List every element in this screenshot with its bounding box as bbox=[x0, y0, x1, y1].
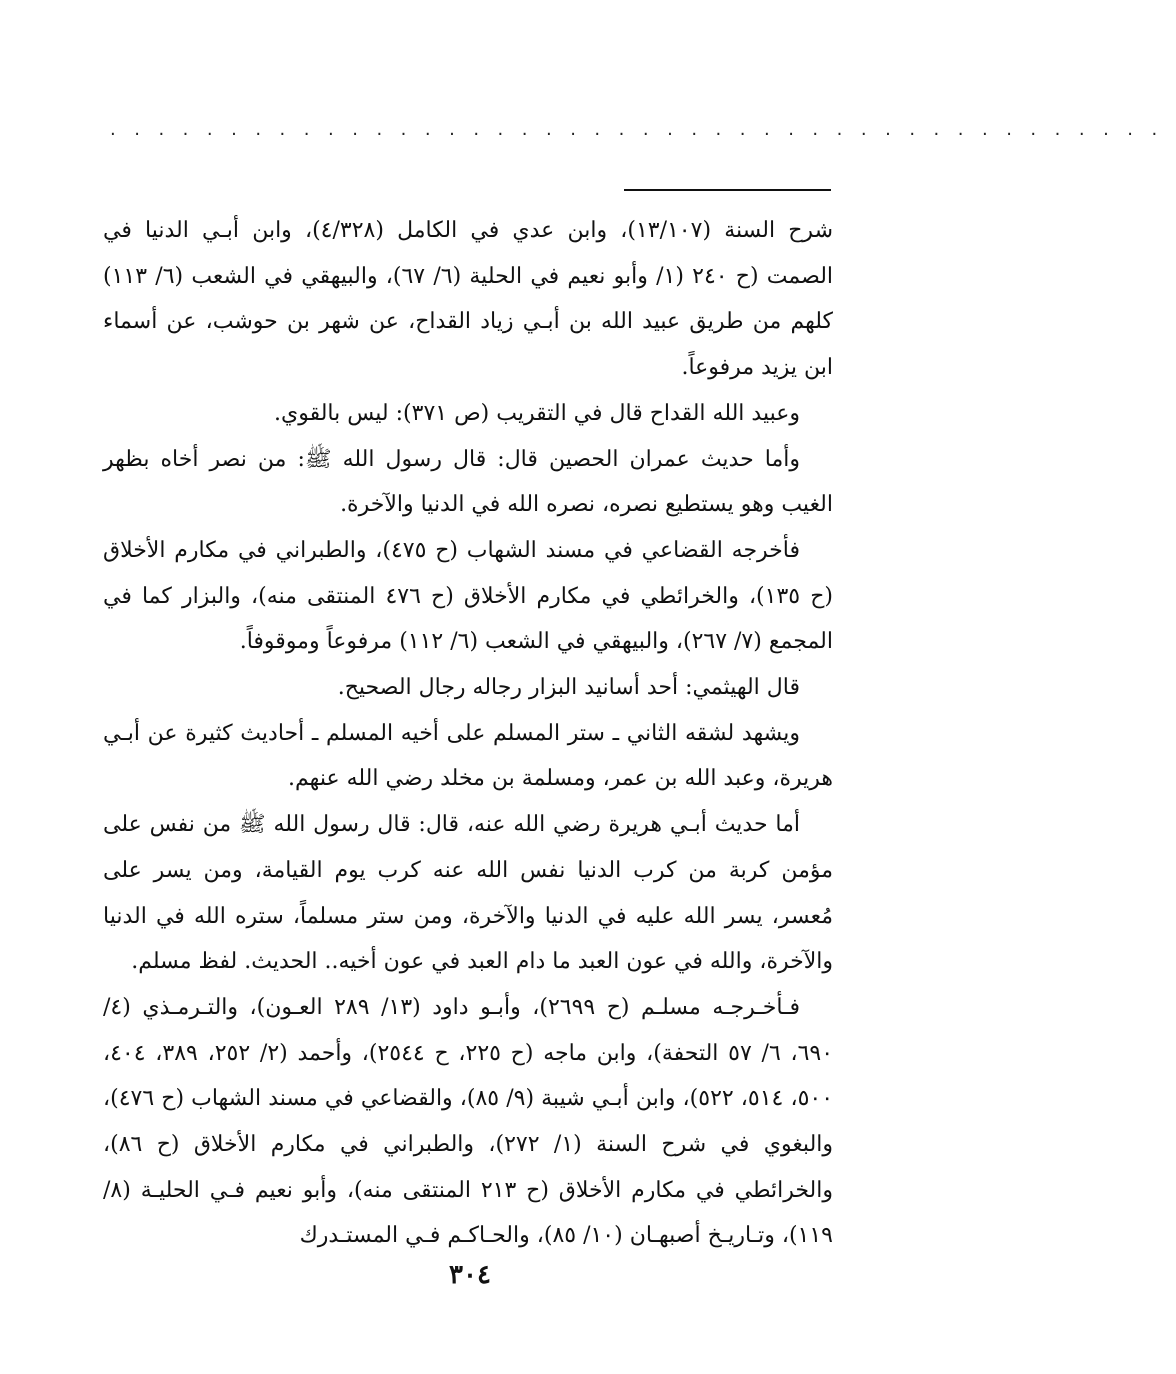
paragraph-haythami: قال الهيثمي: أحد أسانيد البزار رجاله رجال الصحيح. bbox=[337, 675, 800, 701]
paragraph-qaddah-note: وعبيد الله القداح قال في التقريب (ص ٣٧١): ليس بالقوي. bbox=[274, 400, 800, 426]
paragraph-abu-hurayra-hadith: أما حديث أبـي هريرة رضي الله عنه، قال: قال رسول الله ﷺ من نفس على مؤمن كربة من كرب الدنيا نفس الله عنه كرب يوم القيامة، ومن يسر على مُعسر، يسر الله عليه في الدنيا والآخرة، ومن ستر مسلماً، ستره الله في الدنيا والآخرة، والله في عون العبد ما دام العبد في عون أخيه.. الحديث. لفظ مسلم. bbox=[103, 812, 833, 975]
page-number: ٣٠٤ bbox=[449, 1260, 491, 1290]
paragraph-abu-hurayra-takhrij: فـأخـرجـه مسلـم (ح ٢٦٩٩)، وأبـو داود (١٣/ ٢٨٩ العـون)، والتـرمـذي (٤/ ٦٩٠، ٦/ ٥٧ التحفة)، وابن ماجه (ح ٢٢٥، ح ٢٥٤٤)، وأحمد (٢/ ٢٥٢، ٣٨٩، ٤٠٤، ٥٠٠، ٥١٤، ٥٢٢)، وابن أبـي شيبة (٩/ ٨٥)، والقضاعي في مسند الشهاب (ح ٤٧٦)، والبغوي في شرح السنة (١/ ٢٧٢)، والطبراني في مكارم الأخلاق (ح ٨٦)، والخرائطي في مكارم الأخلاق (ح ٢١٣ المنتقى منه)، وأبو نعيم فـي الحليـة (٨/ ١١٩)، وتـاريـخ أصبهـان (١٠/ ٨٥)، والحـاكـم فـي المستـدرك bbox=[103, 994, 834, 1249]
dotted-separator: ............................................ bbox=[110, 119, 1176, 140]
paragraph-citation-continuation: شرح السنة (١٣/١٠٧)، وابن عدي في الكامل (٤/٣٢٨)، وابن أبـي الدنيا في الصمت (ح ٢٤٠ (١/ وأبو نعيم في الحلية (٦/ ٦٧)، والبيهقي في الشعب (٦/ ١١٣) كلهم من طريق عبيد الله بن أبـي زياد القداح، عن شهر بن حوشب، عن أسماء ابن يزيد مرفوعاً. bbox=[103, 218, 834, 381]
page-body bbox=[103, 208, 833, 1259]
paragraph-imran-hadith: وأما حديث عمران الحصين قال: قال رسول الله ﷺ: من نصر أخاه بظهر الغيب وهو يستطيع نصره، نصره الله في الدنيا والآخرة. bbox=[103, 446, 833, 518]
paragraph-witnesses: ويشهد لشقه الثاني ـ ستر المسلم على أخيه المسلم ـ أحاديث كثيرة عن أبـي هريرة، وعبد الله بن عمر، ومسلمة بن مخلد رضي الله عنهم. bbox=[103, 720, 833, 792]
paragraph-imran-takhrij: فأخرجه القضاعي في مسند الشهاب (ح ٤٧٥)، والطبراني في مكارم الأخلاق (ح ١٣٥)، والخرائطي في مكارم الأخلاق (ح ٤٧٦ المنتقى منه)، والبزار كما في المجمع (٧/ ٢٦٧)، والبيهقي في الشعب (٦/ ١١٢) مرفوعاً وموقوفاً. bbox=[103, 537, 833, 655]
footnote-rule bbox=[624, 189, 831, 191]
